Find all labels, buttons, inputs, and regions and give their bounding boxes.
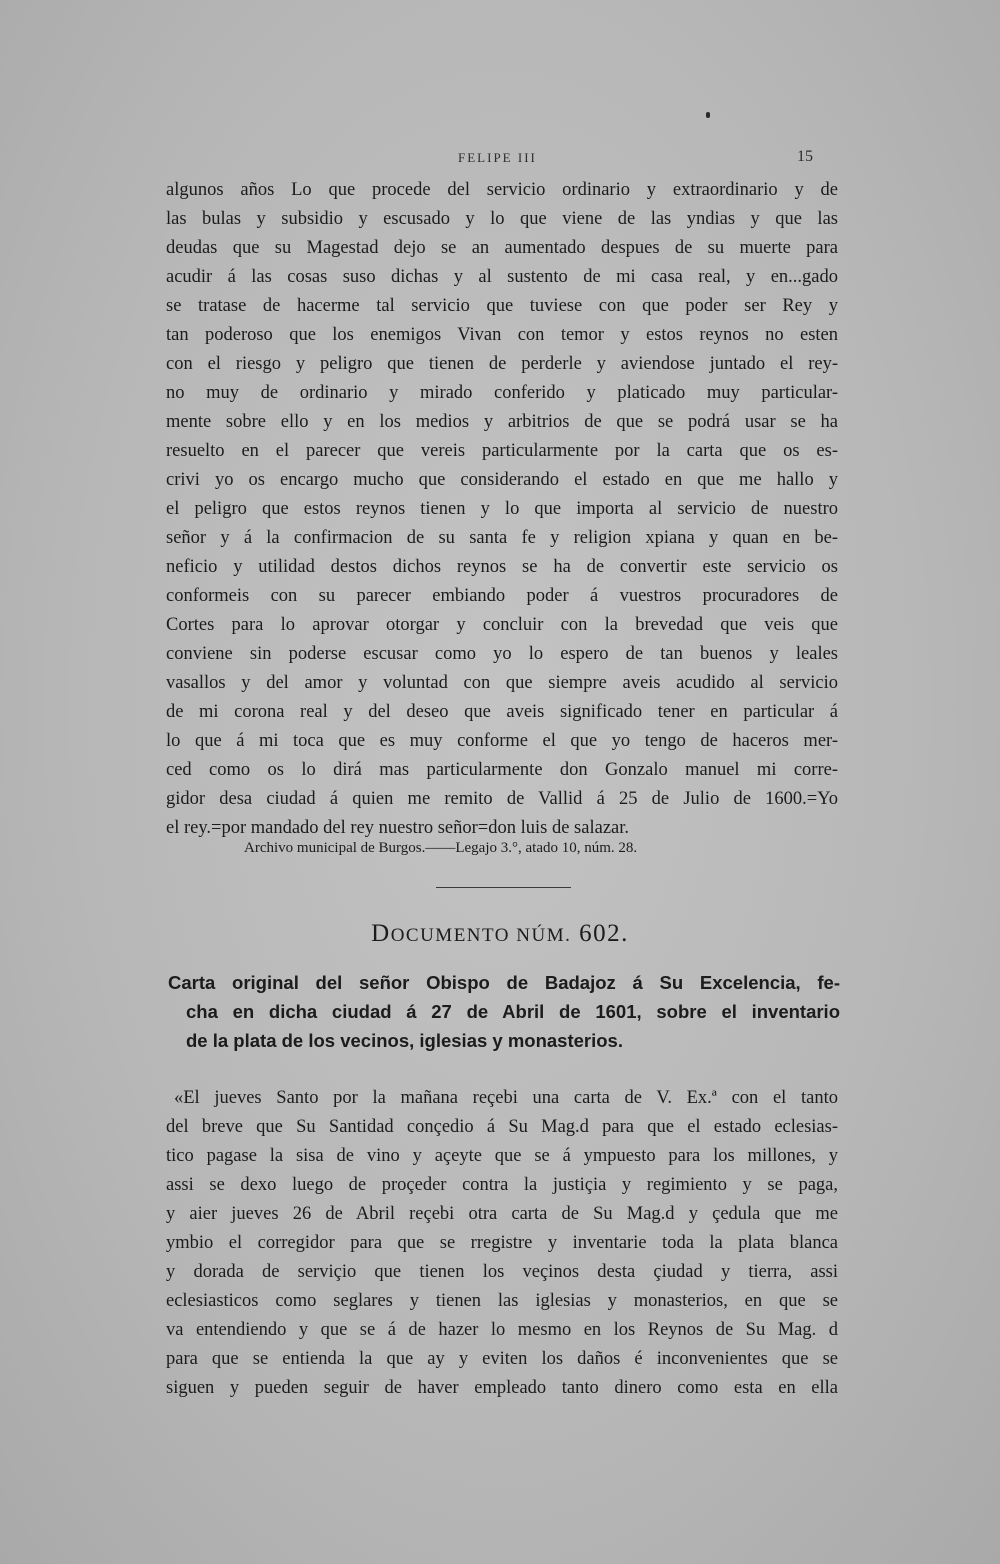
- heading-initial: D: [371, 920, 391, 947]
- heading-number: 602.: [579, 920, 629, 947]
- text-line: va entendiendo y que se á de hazer lo mesmo en los Reynos de Su Mag. d: [166, 1320, 838, 1340]
- text-line: ced como os lo dirá mas particularmente don Gonzalo manuel mi corre-: [166, 760, 838, 780]
- text-line: para que se entienda la que ay y eviten los daños é inconvenientes que se: [166, 1349, 838, 1369]
- archive-source-note: Archivo municipal de Burgos.——Legajo 3.°, atado 10, núm. 28.: [244, 840, 638, 856]
- text-line: siguen y pueden seguir de haver empleado tanto dinero como esta en ella: [166, 1378, 838, 1398]
- heading-smallcaps: OCUMENTO NÚM.: [390, 925, 572, 946]
- text-line: eclesiasticos como seglares y tienen las iglesias y monasterios, en que se: [166, 1291, 838, 1311]
- text-line: conviene sin poderse escusar como yo lo espero de tan buenos y leales: [166, 644, 838, 664]
- text-line: acudir á las cosas suso dichas y al sustento de mi casa real, y en...gado: [166, 267, 838, 287]
- text-line: vasallos y del amor y voluntad con que siempre aveis acudido al servicio: [166, 673, 838, 693]
- text-line: con el riesgo y peligro que tienen de perderle y aviendose juntado el rey-: [166, 354, 838, 374]
- text-line: el peligro que estos reynos tienen y lo que importa al servicio de nuestro: [166, 499, 838, 519]
- section-divider: [436, 887, 571, 888]
- bishop-letter-text: [166, 1084, 838, 1403]
- text-line: gidor desa ciudad á quien me remito de Vallid á 25 de Julio de 1600.=Yo: [166, 789, 838, 809]
- text-line: y dorada de serviçio que tienen los veçinos desta çiudad y tierra, assi: [166, 1262, 838, 1282]
- text-line: las bulas y subsidio y escusado y lo que viene de las yndias y que las: [166, 209, 838, 229]
- summary-line: de la plata de los vecinos, iglesias y monasterios.: [186, 1030, 623, 1051]
- text-line: y aier jueves 26 de Abril reçebi otra carta de Su Mag.d y çedula que me: [166, 1204, 838, 1224]
- text-line: de mi corona real y del deseo que aveis significado tener en particular á: [166, 702, 838, 722]
- text-line: tico pagase la sisa de vino y açeyte que se á ympuesto para los millones, y: [166, 1146, 838, 1166]
- page-number: 15: [797, 148, 813, 165]
- document-summary: [168, 968, 840, 1055]
- text-line: resuelto en el parecer que vereis particularmente por la carta que os es-: [166, 441, 838, 461]
- text-line: Cortes para lo aprovar otorgar y concluir con la brevedad que veis que: [166, 615, 838, 635]
- text-line: ymbio el corregidor para que se rregistre y inventarie toda la plata blanca: [166, 1233, 838, 1253]
- text-line: señor y á la confirmacion de su santa fe y religion xpiana y quan en be-: [166, 528, 838, 548]
- text-line: el rey.=por mandado del rey nuestro señor=don luis de salazar.: [166, 818, 630, 838]
- summary-line: cha en dicha ciudad á 27 de Abril de 1601, sobre el inventario: [186, 1001, 840, 1022]
- text-line: conformeis con su parecer embiando poder á vuestros procuradores de: [166, 586, 838, 606]
- text-line: deudas que su Magestad dejo se an aumentado despues de su muerte para: [166, 238, 838, 258]
- royal-letter-text: [166, 176, 838, 843]
- text-line: crivi yo os encargo mucho que considerando el estado en que me hallo y: [166, 470, 838, 490]
- document-heading: [0, 920, 1000, 948]
- text-line: del breve que Su Santidad conçedio á Su Mag.d para que el estado eclesias-: [166, 1117, 838, 1137]
- text-line: tan poderoso que los enemigos Vivan con temor y estos reynos no esten: [166, 325, 838, 345]
- text-line: mente sobre ello y en los medios y arbitrios de que se podrá usar se ha: [166, 412, 838, 432]
- text-line: neficio y utilidad destos dichos reynos se ha de convertir este servicio os: [166, 557, 838, 577]
- text-line: no muy de ordinario y mirado conferido y platicado muy particular-: [166, 383, 838, 403]
- running-title: FELIPE III: [458, 150, 537, 165]
- text-line: lo que á mi toca que es muy conforme el que yo tengo de haceros mer-: [166, 731, 838, 751]
- ink-speck: [706, 112, 710, 118]
- text-line: «El jueves Santo por la mañana reçebi una carta de V. Ex.ª con el tanto: [174, 1088, 838, 1108]
- text-line: se tratase de hacerme tal servicio que tuviese con que poder ser Rey y: [166, 296, 838, 316]
- summary-line: Carta original del señor Obispo de Badajoz á Su Excelencia, fe-: [168, 972, 840, 993]
- text-line: algunos años Lo que procede del servicio ordinario y extraordinario y de: [166, 180, 838, 200]
- text-line: assi se dexo luego de proçeder contra la justiçia y regimiento y se paga,: [166, 1175, 838, 1195]
